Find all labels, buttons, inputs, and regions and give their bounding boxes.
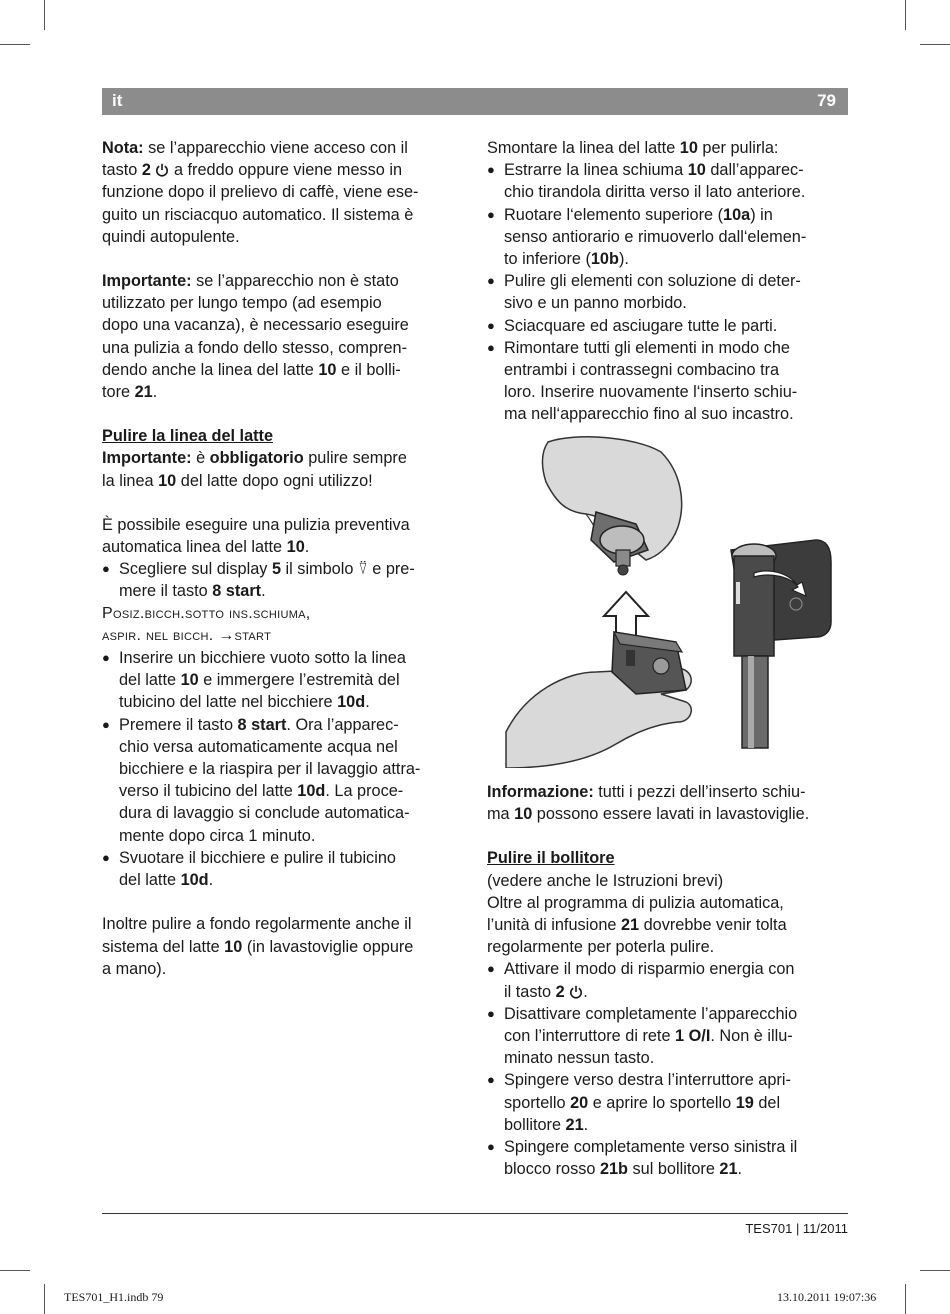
list-item: ● Inserire un bicchiere vuoto sotto la linea del latte 10 e immergere l’estremità del tubicino del latte nel bicchiere 10d.	[102, 647, 474, 714]
list-item: ● Pulire gli elementi con soluzione di deter- sivo e un panno morbido.	[487, 270, 852, 314]
list-item: ● Spingere verso destra l’interruttore apri- sportello 20 e aprire lo sportello 19 del bollitore 21.	[487, 1069, 852, 1136]
nota-paragraph: Nota: se l’apparecchio viene acceso con il tasto 2 a freddo oppure viene messo in funzione dopo il prelievo di caffè, viene ese- guito un risciacquo automatico. Il sistema è quindi autopulente.	[102, 139, 419, 246]
section-title: Pulire la linea del latte	[102, 427, 274, 446]
list-item: ● Sciacquare ed asciugare tutte le parti.	[487, 315, 852, 337]
section-title: Pulire il bollitore	[487, 849, 615, 868]
list-item: ● Estrarre la linea schiuma 10 dall’apparec- chio tirandola diritta verso il lato anteriore.	[487, 159, 852, 203]
list-item: ● Attivare il modo di risparmio energia con il tasto 2 .	[487, 958, 852, 1002]
document-code: TES701 | 11/2011	[745, 1221, 848, 1236]
list-item: ● Scegliere sul display 5 il simbolo ⍢ e pre- mere il tasto 8 start.	[102, 558, 474, 602]
crop-mark	[920, 1270, 950, 1271]
milk-frother-illustration	[486, 432, 848, 768]
milk-symbol-icon: ⍢	[357, 560, 368, 579]
print-slug-date: 13.10.2011 19:07:36	[777, 1290, 877, 1304]
list-item: ● Svuotare il bicchiere e pulire il tubicino del latte 10d.	[102, 847, 474, 891]
power-icon	[569, 985, 583, 999]
power-icon	[155, 163, 169, 177]
crop-mark	[905, 0, 906, 30]
list-item: ● Ruotare l‘elemento superiore (10a) in senso antiorario e rimuoverlo dall‘elemen- to inferiore (10b).	[487, 204, 852, 271]
footer-divider	[102, 1213, 848, 1214]
preventiva-paragraph: È possibile eseguire una pulizia preventiva automatica linea del latte 10.	[102, 515, 410, 557]
crop-mark	[44, 0, 45, 30]
crop-mark	[0, 1270, 30, 1271]
intro-paragraph: Smontare la linea del latte 10 per pulirla:	[487, 139, 779, 157]
left-column	[102, 137, 474, 980]
display-message: Posiz.bicch.sotto ins.schiuma, aspir. nel bicch. →start	[102, 604, 311, 644]
right-column-bottom	[487, 781, 852, 1180]
crop-mark	[905, 1284, 906, 1314]
inoltre-paragraph: Inoltre pulire a fondo regolarmente anche il sistema del latte 10 (in lavastoviglie oppure a mano).	[102, 915, 414, 978]
info-paragraph: Informazione: tutti i pezzi dell’inserto schiu- ma 10 possono essere lavati in lavastoviglie.	[487, 783, 810, 824]
right-column-top	[487, 137, 852, 426]
page-number: 79	[817, 91, 836, 110]
crop-mark	[44, 1284, 45, 1314]
list-item: ● Spingere completamente verso sinistra il blocco rosso 21b sul bollitore 21.	[487, 1136, 852, 1180]
list-item: ● Premere il tasto 8 start. Ora l’apparec- chio versa automaticamente acqua nel bicchiere e la riaspira per il lavaggio attra- verso il tubicino del latte 10d. La proce- dura di lavaggio si conclude automatica- mente dopo circa 1 minuto.	[102, 714, 474, 847]
importante-paragraph: Importante: se l’apparecchio non è stato utilizzato per lungo tempo (ad esempio dopo una vacanza), è necessario eseguire una pulizia a fondo dello stesso, compren- dendo anche la linea del latte 10 e il bolli- tore 21.	[102, 272, 409, 402]
list-item: ● Rimontare tutti gli elementi in modo che entrambi i contrassegni combacino tra loro. Inserire nuovamente l‘inserto schiu- ma nell‘apparecchio fino al suo incastro.	[487, 337, 852, 426]
crop-mark	[0, 44, 30, 45]
list-item: ● Disattivare completamente l’apparecchio con l’interruttore di rete 1 O/I. Non è illu- minato nessun tasto.	[487, 1003, 852, 1070]
section-milk-line: Pulire la linea del latte Importante: è obbligatorio pulire sempre la linea 10 del latte dopo ogni utilizzo!	[102, 427, 407, 490]
language-label: it	[112, 91, 123, 110]
crop-mark	[920, 44, 950, 45]
bollitore-section: Pulire il bollitore (vedere anche le Istruzioni brevi) Oltre al programma di pulizia automatica, l’unità di infusione 21 dovrebbe venir tolta regolarmente per poterla pulire.	[487, 849, 787, 957]
print-slug-file: TES701_H1.indb 79	[64, 1290, 164, 1304]
header-bar	[102, 88, 848, 115]
